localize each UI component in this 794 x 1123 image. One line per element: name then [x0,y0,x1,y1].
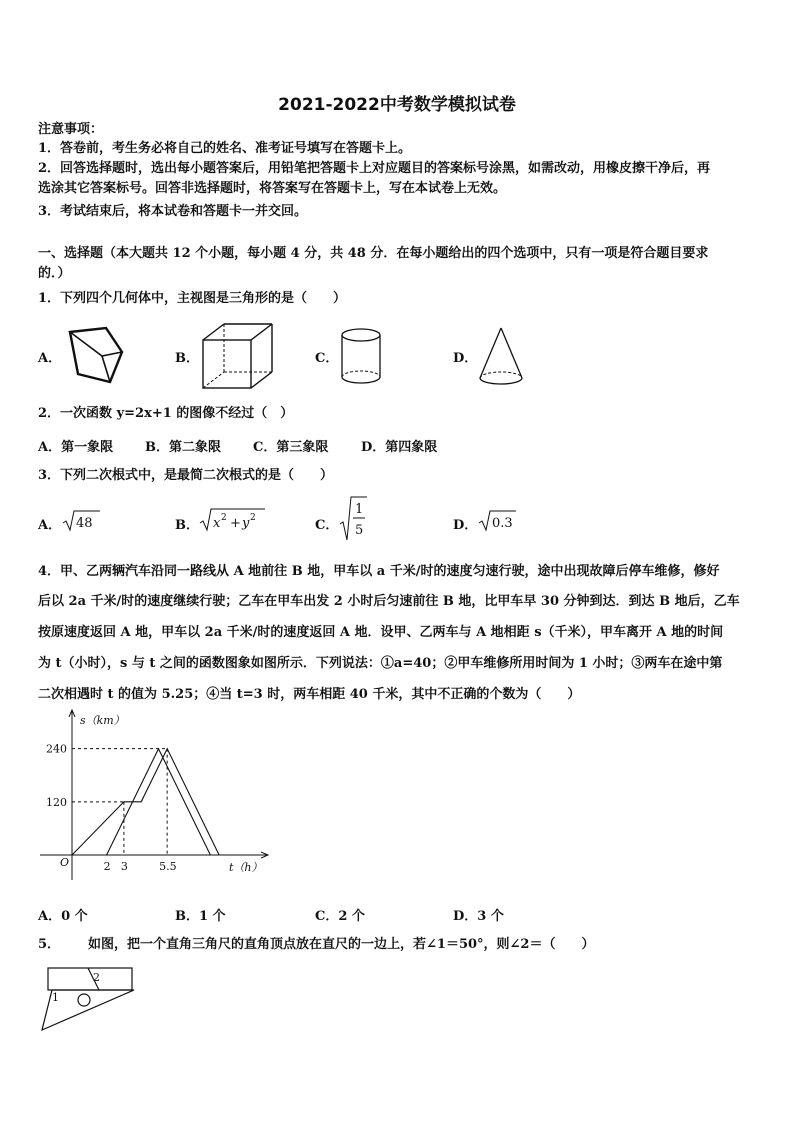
svg-text:2: 2 [221,513,227,523]
q4-option-c: C．2 个 [315,909,365,924]
notice-item: 1．答卷前，考生务必将自己的姓名、准考证号填写在答题卡上。 [38,141,412,156]
question-5-number: 5． [38,937,61,952]
x-tick-label: 2 [103,860,111,873]
y-axis-label: s（km） [80,714,125,727]
angle-2-label: 2 [93,971,100,984]
svg-text:0.3: 0.3 [492,516,513,531]
notice-heading: 注意事项： [38,122,104,137]
q4-option-a: A．0 个 [38,909,88,924]
question-3-stem: 3．下列二次根式中，是最简二次根式的是（ ） [38,468,334,483]
question-4-line: 为 t（小时），s 与 t 之间的函数图象如图所示．下列说法：①a=40；②甲车维修所用时间为 1 小时；③两车在途中第 [38,656,723,671]
question-4-line: 4．甲、乙两辆汽车沿同一路线从 A 地前往 B 地，甲车以 a 千米/时的速度匀速行驶，途中出现故障后停车维修，修好 [38,564,720,579]
svg-text:y: y [242,516,250,531]
q4-option-b: B．1 个 [175,909,226,924]
question-5-stem: 如图，把一个直角三角尺的直角顶点放在直尺的一边上，若∠1＝50°，则∠2＝（ ） [88,937,595,952]
angle-1-label: 1 [52,991,59,1004]
x-tick-label: 3 [120,860,128,873]
q1-option-a-label: A． [38,351,62,366]
q2-option-c: C．第三象限 [253,440,329,455]
question-4-line: 按原速度返回 A 地，甲车以 2a 千米/时的速度返回 A 地．设甲、乙两车与 A 地相距 s（千米），甲车离开 A 地的时间 [38,625,724,640]
set-square-hole [78,994,90,1006]
question-1-stem: 1．下列四个几何体中，主视图是三角形的是（ ） [38,291,347,306]
y-tick-label: 120 [46,795,67,809]
question-4-line: 后以 2a 千米/时的速度继续行驶；乙车在甲车出发 2 小时后匀速前往 B 地，比甲车早 30 分钟到达．到达 B 地后，乙车 [38,594,740,609]
q1-option-b-label: B． [175,351,199,366]
svg-text:+: + [230,516,241,531]
q1-option-c-label: C． [315,351,339,366]
q2-option-d: D．第四象限 [361,440,438,455]
svg-text:2: 2 [250,513,256,523]
origin-label: O [60,856,70,869]
x-axis-label: t（h） [229,861,263,874]
ruler-triangle-figure [38,964,138,1034]
svg-text:1: 1 [355,502,364,517]
question-4-line: 二次相遇时 t 的值为 5.25；④当 t=3 时，两车相距 40 千米，其中不正确的个数为（ ） [38,687,581,702]
q3-option-a-label: A． [38,518,62,533]
notice-item: 3．考试结束后，将本试卷和答题卡一并交回。 [38,204,308,219]
section-heading-cont: 的．） [38,266,71,281]
series-line-1 [72,749,219,855]
q4-option-d: D．3 个 [453,909,504,924]
q3-option-c-label: C． [315,518,339,533]
y-tick-label: 240 [46,742,67,756]
question-2-stem: 2．一次函数 y=2x+1 的图像不经过（ ） [38,406,294,421]
q3-option-b-label: B． [175,518,199,533]
q3-option-d-label: D． [453,518,478,533]
x-tick-label: 5.5 [159,860,177,873]
q2-option-b: B．第二象限 [145,440,221,455]
notice-item: 2．回答选择题时，选出每小题答案后，用铅笔把答题卡上对应题目的答案标号涂黑，如需改动，用橡皮擦干净后，再 [38,161,711,176]
svg-text:x: x [213,516,221,531]
q3-a-radicand: 48 [76,516,93,531]
page-title: 2021-2022中考数学模拟试卷 [278,95,516,115]
q1-option-d-label: D． [453,351,478,366]
q2-option-a: A．第一象限 [38,440,114,455]
section-heading: 一、选择题（本大题共 12 个小题，每小题 4 分，共 48 分．在每小题给出的四个选项中，只有一项是符合题目要求 [38,246,709,261]
svg-text:5: 5 [355,523,364,538]
notice-item: 选涂其它答案标号。回答非选择题时，将答案写在答题卡上，写在本试卷上无效。 [38,181,507,196]
